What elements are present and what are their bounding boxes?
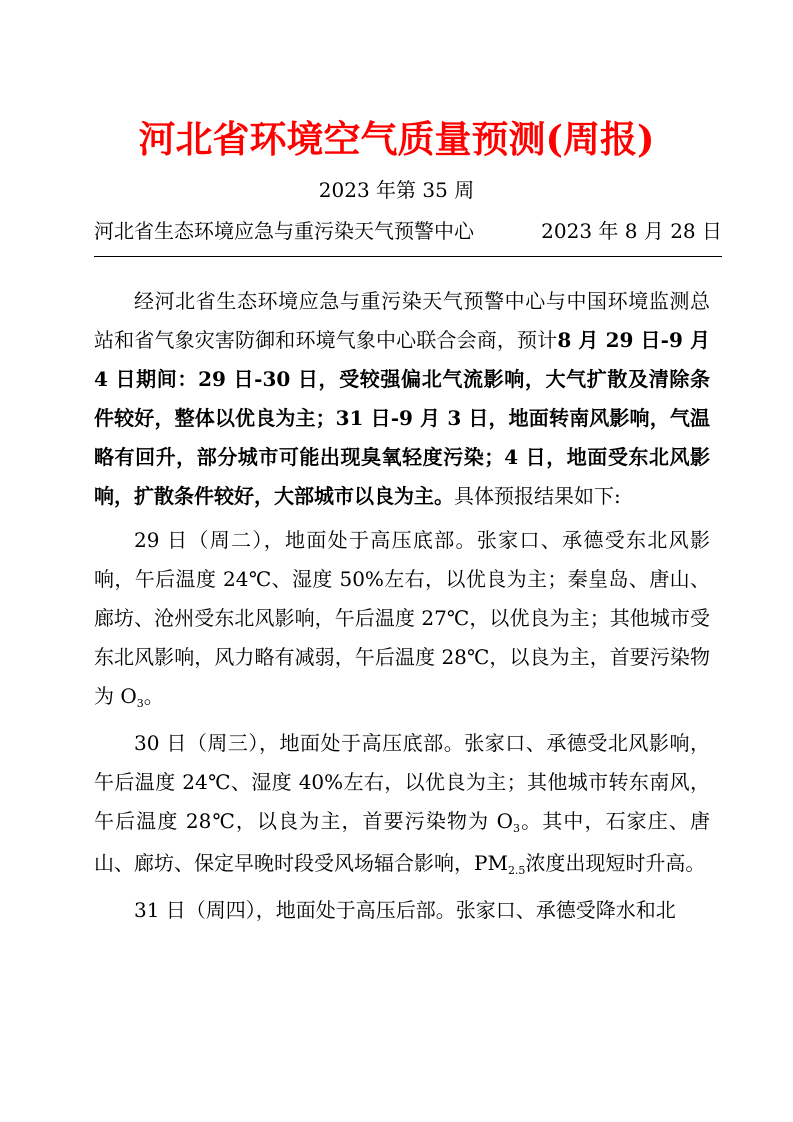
- header-divider: [94, 256, 722, 257]
- intro-lead: 经河北省生态环境应急与重污染天气预警中心与中国环境监测总站和省气象灾害防御和环境气象中心联合会商，预计: [94, 289, 710, 352]
- issue-date: 2023 年 8 月 28 日: [541, 219, 722, 243]
- issuer-name: 河北省生态环境应急与重污染天气预警中心: [94, 219, 474, 243]
- day-30-text-a: 30 日（周三），地面处于高压底部。张家口、承德受北风影响，午后温度 24℃、湿度 40%左右，以优良为主；其他城市转东南风，午后温度 28℃，以良为主，首要污染物为 O: [94, 731, 710, 833]
- day-30-text-c: 浓度出现短时升高。: [525, 851, 706, 875]
- day-29-end: 。: [143, 684, 164, 708]
- intro-paragraph: [94, 282, 710, 516]
- day-29-paragraph: [94, 521, 710, 719]
- day-29-text: 29 日（周二），地面处于高压底部。张家口、承德受东北风影响，午后温度 24℃、湿度 50%左右，以优良为主；秦皇岛、唐山、廊坊、沧州受东北风影响，午后温度 27℃，以优良为主；其他城市受东北风影响，风力略有减弱，午后温度 28℃，以良为主，首要污染物为 O: [94, 528, 710, 708]
- report-body: [94, 282, 710, 935]
- report-title: 河北省环境空气质量预测(周报): [138, 117, 655, 161]
- day-30-paragraph: [94, 724, 710, 886]
- day-30-subscript-pm: 2.5: [507, 864, 526, 877]
- day-31-paragraph: [94, 891, 710, 930]
- issue-number: 2023 年第 35 周: [318, 178, 475, 202]
- intro-tail: 具体预报结果如下:: [454, 484, 621, 508]
- day-30-text-b: 。其中，石家庄、唐山、廊坊、保定早晚时段受风场辐合影响，PM: [94, 809, 710, 875]
- intro-summary: 8 月 29 日-9 月 4 日期间：29 日-30 日，受较强偏北气流影响，大气扩散及清除条件较好，整体以优良为主；31 日-9 月 3 日，地面转南风影响，气温略有回升，部分城市可能出现臭氧轻度污染；4 日，地面受东北风影响，扩散条件较好，大部城市以良为主。: [94, 328, 710, 508]
- day-30-subscript-o3: 3: [513, 822, 521, 835]
- day-31-text: 31 日（周四），地面处于高压后部。张家口、承德受降水和北: [134, 898, 676, 922]
- day-29-subscript: 3: [136, 697, 144, 710]
